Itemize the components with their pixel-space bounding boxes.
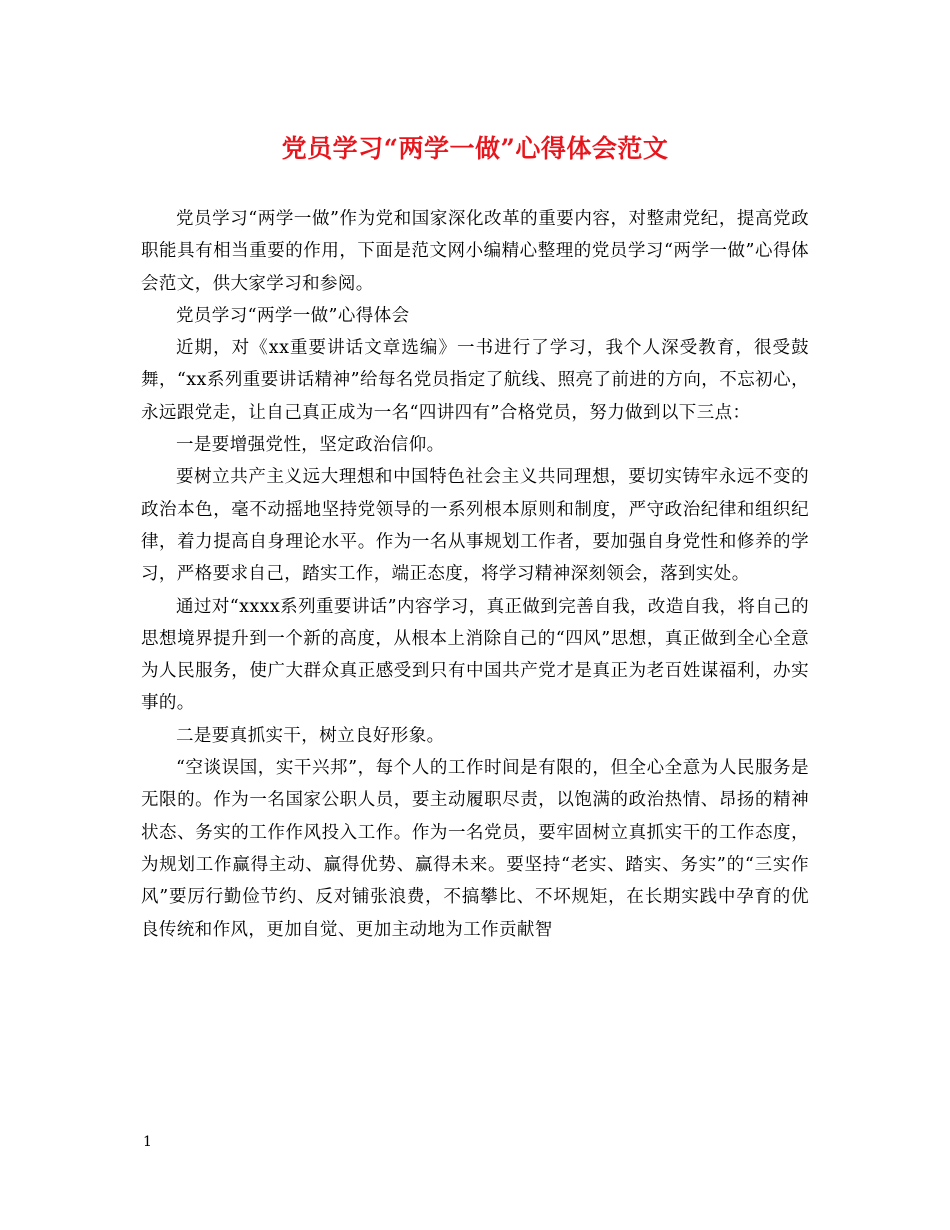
paragraph-self-improvement: 通过对“xxxx系列重要讲话”内容学习，真正做到完善自我，改造自我，将自己的思想境界提升到一个新的高度，从根本上消除自己的“四风”思想，真正做到全心全意为人民服务，使广大群众真正感受到只有中国共产党才是真正为老百姓谋福利，办实事的。 [141, 596, 809, 714]
paragraph-recent-study: 近期，对《xx重要讲话文章选编》一书进行了学习，我个人深受教育，很受鼓舞，“xx系列重要讲话精神”给每名党员指定了航线、照亮了前进的方向，不忘初心，永远跟党走，让自己真正成为一名“四讲四有”合格党员，努力做到以下三点： [141, 338, 809, 423]
paragraph-intro: 党员学习“两学一做”作为党和国家深化改革的重要内容，对整肃党纪，提高党政职能具有相当重要的作用，下面是范文网小编精心整理的党员学习“两学一做”心得体会范文，供大家学习和参阅。 [141, 209, 809, 294]
paragraph-ideals: 要树立共产主义远大理想和中国特色社会主义共同理想，要切实铸牢永远不变的政治本色，毫不动摇地坚持党领导的一系列根本原则和制度，严守政治纪律和组织纪律，着力提高自身理论水平。作为一名从事规划工作者，要加强自身党性和修养的学习，严格要求自己，踏实工作，端正态度，将学习精神深刻领会，落到实处。 [141, 467, 809, 585]
paragraph-practical-work: “空谈误国，实干兴邦”，每个人的工作时间是有限的，但全心全意为人民服务是无限的。作为一名国家公职人员，要主动履职尽责，以饱满的政治热情、昂扬的精神状态、务实的工作作风投入工作。作为一名党员，要牢固树立真抓实干的工作态度，为规划工作赢得主动、赢得优势、赢得未来。要坚持“老实、踏实、务实”的“三实作风”要厉行勤俭节约、反对铺张浪费，不搞攀比、不坏规矩，在长期实践中孕育的优良传统和作风，更加自觉、更加主动地为工作贡献智 [141, 758, 809, 940]
paragraph-subtitle: 党员学习“两学一做”心得体会 [176, 305, 410, 326]
document-title: 党员学习“两学一做”心得体会范文 [281, 134, 669, 163]
paragraph-point-two-heading: 二是要真抓实干，树立良好形象。 [176, 725, 445, 746]
document-body [141, 203, 809, 946]
page-number: 1 [143, 1134, 152, 1150]
paragraph-point-one-heading: 一是要增强党性，坚定政治信仰。 [176, 435, 445, 456]
